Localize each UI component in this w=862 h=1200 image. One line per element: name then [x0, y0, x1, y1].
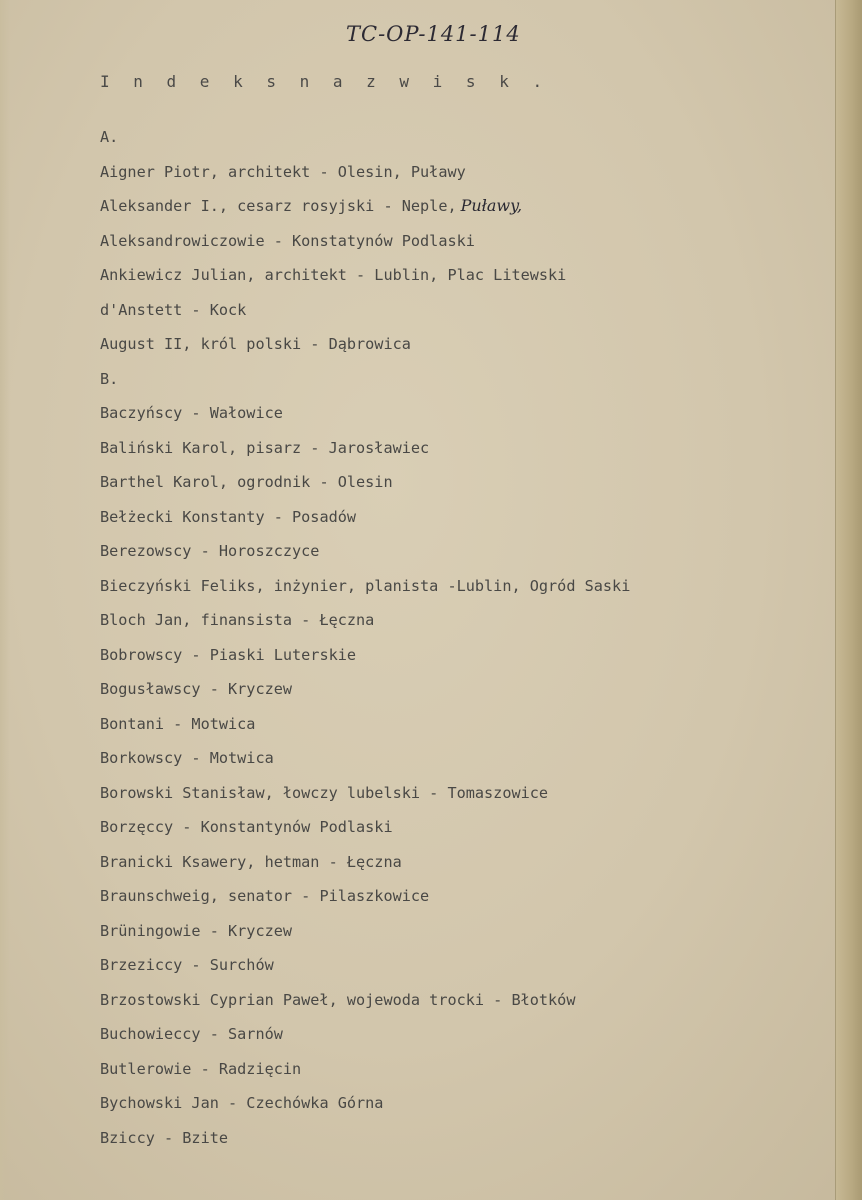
index-entry [100, 431, 800, 466]
index-entry [100, 1052, 800, 1087]
entry-text: A. [100, 128, 119, 146]
paper-left-edge [0, 0, 10, 1200]
entry-text: Bobrowscy - Piaski Luterskie [100, 645, 357, 664]
index-entry [100, 603, 800, 638]
entry-text: Borowski Stanisław, łowczy lubelski - Tomaszowice [100, 783, 549, 802]
entry-text: Brüningowie - Kryczew [100, 921, 293, 940]
entry-text: Bieczyński Feliks, inżynier, planista -Lublin, Ogród Saski [100, 576, 631, 595]
index-entry [100, 845, 800, 880]
index-entry [100, 672, 800, 707]
index-entry [100, 948, 800, 983]
entry-text: Baliński Karol, pisarz - Jarosławiec [100, 438, 430, 457]
entry-text: Bontani - Motwica [100, 714, 256, 733]
entry-text: Berezowscy - Horoszczyce [100, 542, 320, 560]
index-entry [100, 707, 800, 742]
index-entry [100, 258, 800, 293]
entry-text: Brzostowski Cyprian Paweł, wojewoda trocki - Błotków [100, 990, 576, 1009]
entry-text: B. [100, 369, 119, 388]
paper-right-edge [835, 0, 862, 1200]
entry-text: Bziccy - Bzite [100, 1128, 229, 1147]
section-letter [100, 120, 800, 155]
archive-signature: TC-OP-141-114 [346, 22, 521, 46]
entry-text: Borkowscy - Motwica [100, 749, 274, 767]
index-entry [100, 810, 800, 845]
index-entry [100, 1086, 800, 1121]
entry-text: Barthel Karol, ogrodnik - Olesin [100, 473, 393, 491]
entry-text: Branicki Ksawery, hetman - Łęczna [100, 852, 402, 871]
entry-text: Ankiewicz Julian, architekt - Lublin, Plac Litewski [100, 266, 567, 284]
entry-text: Aigner Piotr, architekt - Olesin, Puławy [100, 162, 466, 181]
entry-text: Bogusławscy - Kryczew [100, 680, 293, 698]
entry-text: Bełżecki Konstanty - Posadów [100, 507, 357, 526]
entry-text: Butlerowie - Radzięcin [100, 1059, 302, 1078]
entry-text: Bloch Jan, finansista - Łęczna [100, 611, 375, 629]
page-title: I n d e k s n a z w i s k . [100, 72, 550, 91]
entry-text: Bychowski Jan - Czechówka Górna [100, 1094, 384, 1112]
index-entry [100, 224, 800, 259]
index-entry [100, 465, 800, 500]
index-entry [100, 1017, 800, 1052]
entry-text: August II, król polski - Dąbrowica [100, 335, 411, 353]
index-entry [100, 189, 800, 224]
index-entry [100, 914, 800, 949]
index-list [100, 120, 800, 1155]
index-entry [100, 983, 800, 1018]
entry-text: Borzęccy - Konstantynów Podlaski [100, 818, 393, 836]
entry-text: Aleksander I., cesarz rosyjski - Neple, [100, 197, 457, 215]
entry-text: Aleksandrowiczowie - Konstatynów Podlaski [100, 231, 475, 250]
entry-text: Buchowieccy - Sarnów [100, 1025, 283, 1043]
index-entry [100, 155, 800, 190]
entry-text: Brzeziccy - Surchów [100, 956, 274, 974]
handwritten-annotation: Puławy, [460, 196, 523, 215]
index-entry [100, 327, 800, 362]
section-letter [100, 362, 800, 397]
index-entry [100, 534, 800, 569]
index-entry [100, 741, 800, 776]
entry-text: Braunschweig, senator - Pilaszkowice [100, 887, 430, 905]
index-entry [100, 1121, 800, 1156]
index-entry [100, 396, 800, 431]
index-entry [100, 776, 800, 811]
entry-text: Baczyńscy - Wałowice [100, 404, 283, 422]
index-entry [100, 879, 800, 914]
index-entry [100, 293, 800, 328]
entry-text: d'Anstett - Kock [100, 300, 247, 319]
index-entry [100, 569, 800, 604]
index-entry [100, 500, 800, 535]
index-entry [100, 638, 800, 673]
